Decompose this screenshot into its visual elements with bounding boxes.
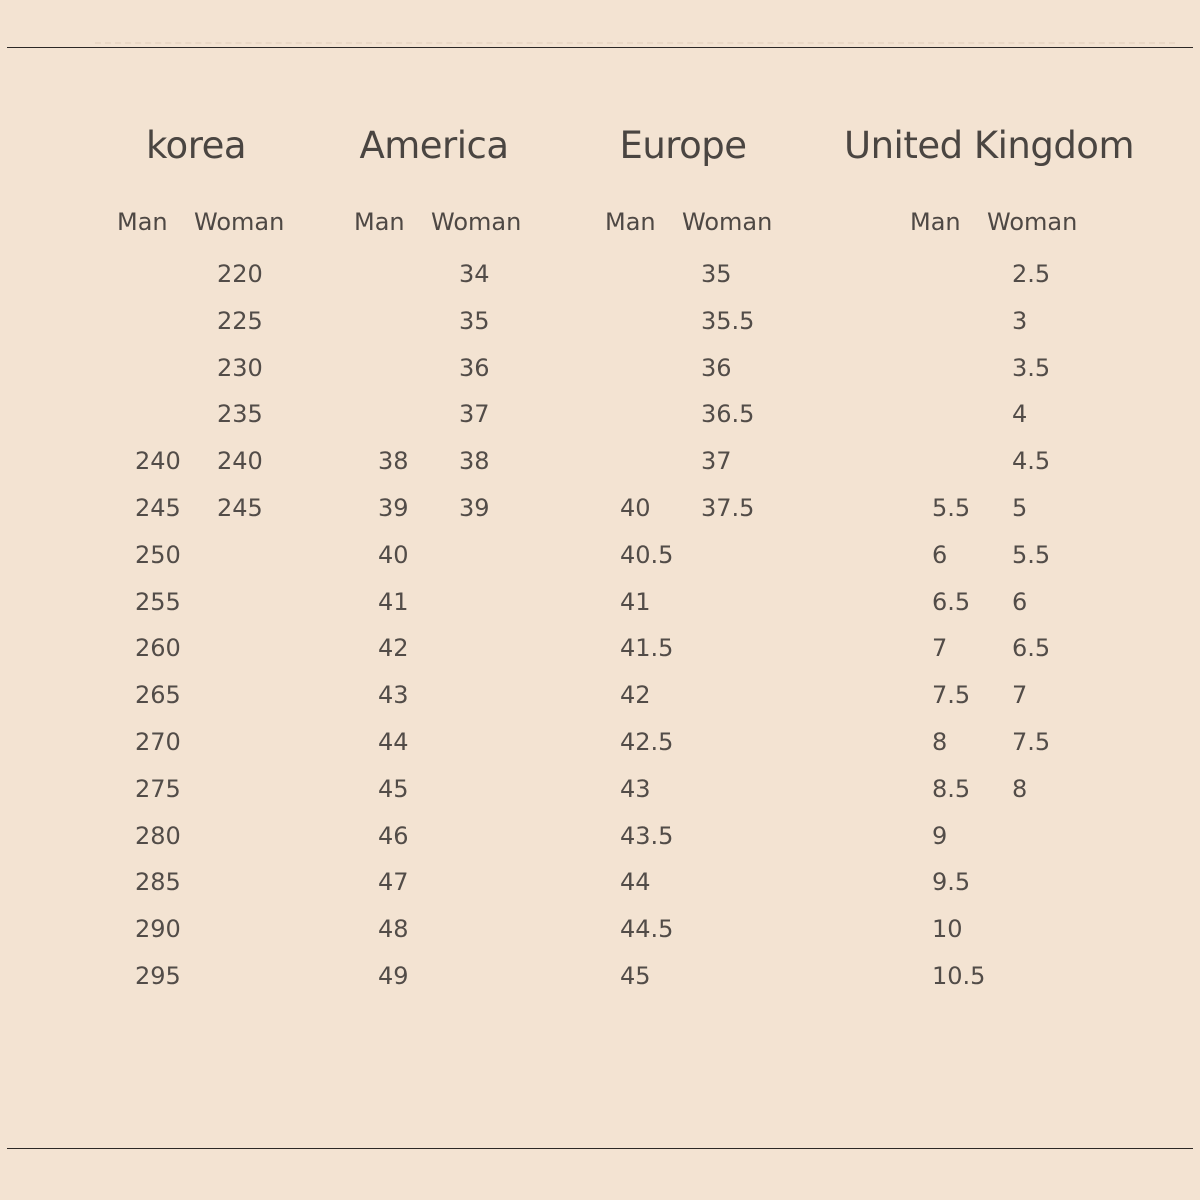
europe-man-size: 42.5 — [620, 728, 674, 756]
europe-woman-size: 37.5 — [701, 494, 755, 522]
united-kingdom-man-size: 6.5 — [932, 587, 971, 616]
korea-woman-size: 235 — [217, 400, 263, 429]
united-kingdom-woman-size: 6.5 — [1012, 634, 1051, 663]
united-kingdom-man-size: 10.5 — [932, 962, 986, 990]
united-kingdom-man-size: 5.5 — [932, 494, 971, 522]
united-kingdom-woman-size: 3 — [1012, 306, 1028, 335]
europe-man-header: Man — [605, 208, 656, 236]
europe-man-size: 44 — [620, 868, 651, 897]
korea-title: korea — [145, 124, 247, 167]
korea-man-size: 245 — [135, 494, 181, 522]
america-man-size: 44 — [378, 728, 409, 756]
united-kingdom-woman-size: 5 — [1012, 494, 1028, 522]
united-kingdom-woman-size: 8 — [1012, 774, 1028, 803]
korea-woman-size: 230 — [217, 353, 263, 382]
united-kingdom-man-size: 8.5 — [932, 774, 971, 803]
europe-title: Europe — [619, 124, 747, 167]
america-woman-size: 36 — [459, 353, 490, 382]
united-kingdom-woman-size: 3.5 — [1012, 353, 1051, 382]
united-kingdom-man-size: 9 — [932, 821, 948, 850]
korea-woman-size: 225 — [217, 306, 263, 335]
united-kingdom-title: United Kingdom — [844, 124, 1134, 167]
america-woman-size: 39 — [459, 494, 490, 522]
america-man-size: 45 — [378, 774, 409, 803]
united-kingdom-man-size: 8 — [932, 728, 948, 756]
europe-woman-size: 35 — [701, 260, 732, 288]
america-man-size: 41 — [378, 587, 409, 616]
korea-man-size: 260 — [135, 634, 181, 663]
korea-woman-header: Woman — [194, 208, 285, 236]
united-kingdom-woman-size: 5.5 — [1012, 540, 1051, 569]
america-man-header: Man — [354, 208, 405, 236]
europe-man-size: 44.5 — [620, 915, 674, 944]
korea-man-size: 290 — [135, 915, 181, 944]
america-woman-size: 35 — [459, 306, 490, 335]
europe-woman-size: 35.5 — [701, 306, 755, 335]
america-woman-header: Woman — [431, 208, 522, 236]
united-kingdom-woman-size: 6 — [1012, 587, 1028, 616]
korea-man-size: 295 — [135, 962, 181, 990]
korea-man-size: 275 — [135, 774, 181, 803]
united-kingdom-man-size: 7 — [932, 634, 948, 663]
korea-man-header: Man — [117, 208, 168, 236]
europe-man-size: 41 — [620, 587, 651, 616]
europe-woman-size: 36 — [701, 353, 732, 382]
america-man-size: 48 — [378, 915, 409, 944]
korea-woman-size: 240 — [217, 447, 263, 476]
korea-man-size: 255 — [135, 587, 181, 616]
united-kingdom-woman-size: 7 — [1012, 681, 1028, 710]
korea-man-size: 240 — [135, 447, 181, 476]
korea-man-size: 265 — [135, 681, 181, 710]
america-man-size: 43 — [378, 681, 409, 710]
united-kingdom-man-size: 6 — [932, 540, 948, 569]
america-man-size: 46 — [378, 821, 409, 850]
united-kingdom-man-size: 7.5 — [932, 681, 971, 710]
europe-woman-header: Woman — [682, 208, 773, 236]
america-man-size: 42 — [378, 634, 409, 663]
korea-man-size: 270 — [135, 728, 181, 756]
america-man-size: 38 — [378, 447, 409, 476]
america-title: America — [359, 124, 509, 167]
decorative-dotted-line — [95, 42, 1175, 44]
europe-man-size: 45 — [620, 962, 651, 990]
korea-man-size: 280 — [135, 821, 181, 850]
united-kingdom-woman-size: 4 — [1012, 400, 1028, 429]
america-woman-size: 34 — [459, 260, 490, 288]
united-kingdom-woman-header: Woman — [987, 208, 1078, 236]
america-man-size: 39 — [378, 494, 409, 522]
america-man-size: 49 — [378, 962, 409, 990]
america-woman-size: 38 — [459, 447, 490, 476]
united-kingdom-woman-size: 2.5 — [1012, 260, 1051, 288]
korea-woman-size: 245 — [217, 494, 263, 522]
europe-man-size: 43.5 — [620, 821, 674, 850]
korea-man-size: 250 — [135, 540, 181, 569]
america-man-size: 40 — [378, 540, 409, 569]
america-woman-size: 37 — [459, 400, 490, 429]
united-kingdom-woman-size: 7.5 — [1012, 728, 1051, 756]
top-divider — [7, 47, 1193, 48]
europe-man-size: 42 — [620, 681, 651, 710]
united-kingdom-man-header: Man — [910, 208, 961, 236]
europe-man-size: 41.5 — [620, 634, 674, 663]
bottom-divider — [7, 1148, 1193, 1149]
europe-woman-size: 37 — [701, 447, 732, 476]
europe-woman-size: 36.5 — [701, 400, 755, 429]
korea-man-size: 285 — [135, 868, 181, 897]
united-kingdom-man-size: 10 — [932, 915, 963, 944]
europe-man-size: 40 — [620, 494, 651, 522]
europe-man-size: 40.5 — [620, 540, 674, 569]
europe-man-size: 43 — [620, 774, 651, 803]
united-kingdom-woman-size: 4.5 — [1012, 447, 1051, 476]
united-kingdom-man-size: 9.5 — [932, 868, 971, 897]
korea-woman-size: 220 — [217, 260, 263, 288]
america-man-size: 47 — [378, 868, 409, 897]
